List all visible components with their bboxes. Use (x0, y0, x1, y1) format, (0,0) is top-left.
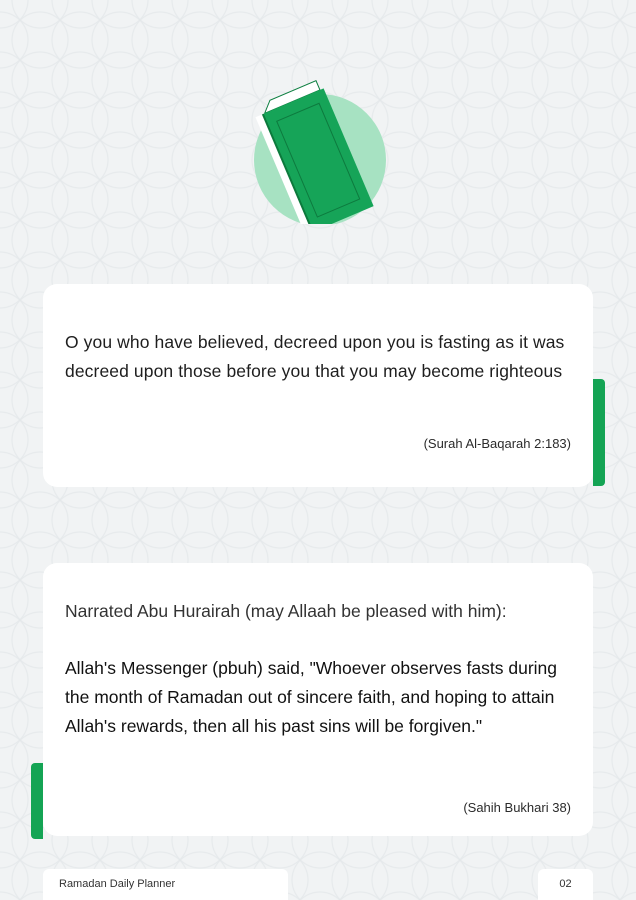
hadith-card-accent-bar (31, 763, 43, 839)
quran-verse-card (43, 284, 593, 487)
hadith-card (43, 563, 593, 836)
quran-card-accent-bar (593, 379, 605, 486)
hadith-text: Allah's Messenger (pbuh) said, "Whoever observes fasts during the month of Ramadan out of sincere faith, and hoping to attain Allah's rewards, then all his past sins will be forgiven." (65, 658, 558, 736)
footer-title: Ramadan Daily Planner (43, 869, 288, 900)
quran-verse-text: O you who have believed, decreed upon you is fasting as it was decreed upon those before you that you may become righteous (65, 332, 565, 381)
quran-book-icon (248, 74, 390, 224)
page-number: 02 (538, 869, 593, 900)
hadith-reference: (Sahih Bukhari 38) (463, 800, 571, 815)
hadith-narrator: Narrated Abu Hurairah (may Allaah be pleased with him): (65, 601, 507, 621)
quran-verse-reference: (Surah Al-Baqarah 2:183) (423, 436, 571, 451)
